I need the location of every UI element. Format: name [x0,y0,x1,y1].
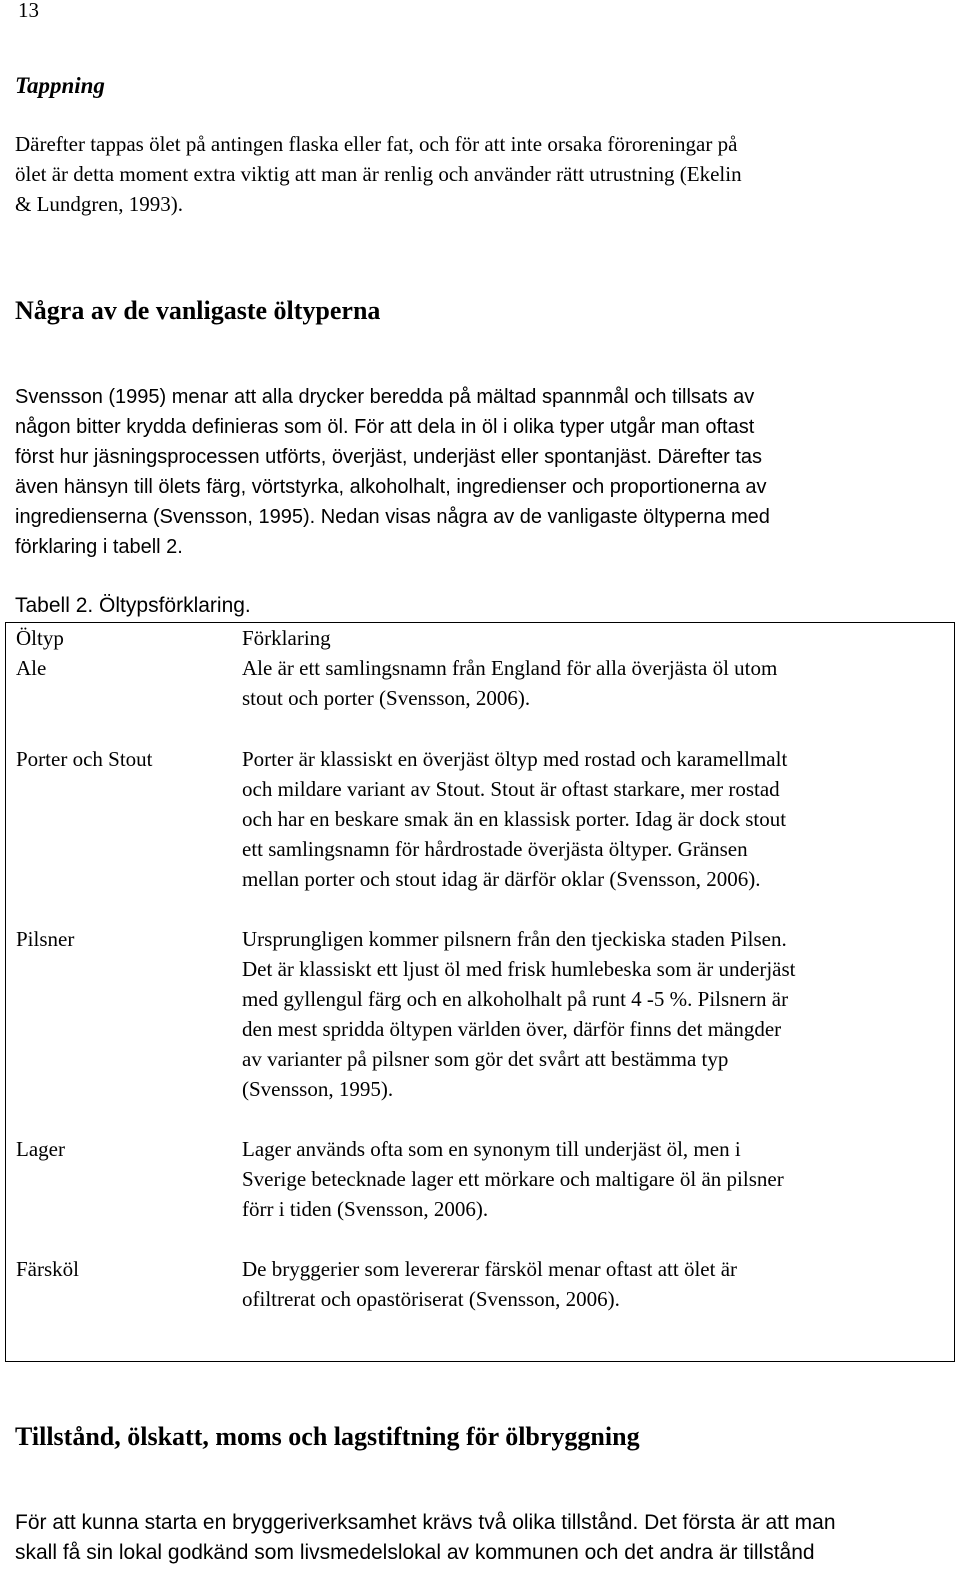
text-line: även hänsyn till ölets färg, vörtstyrka, alkoholhalt, ingredienser och proportionerna av [15,476,767,498]
cell-beer-type: Lager [16,1137,65,1161]
text-line: stout och porter (Svensson, 2006). [242,686,531,710]
table-header-type: Öltyp [16,626,64,650]
text-line: Ursprungligen kommer pilsnern från den tjeckiska staden Pilsen. [242,927,787,951]
text-line: förklaring i tabell 2. [15,536,183,558]
text-line: Sverige betecknade lager ett mörkare och maltigare öl än pilsner [242,1167,784,1191]
paragraph-tappning [15,129,742,219]
text-line: Därefter tappas ölet på antingen flaska eller fat, och för att inte orsaka föroreningar på [15,132,738,156]
cell-description [242,653,777,713]
text-line: (Svensson, 1995). [242,1077,394,1101]
text-line: och har en beskare smak än en klassisk porter. Idag är dock stout [242,807,787,831]
text-line: Svensson (1995) menar att alla drycker beredda på mältad spannmål och tillsats av [15,386,755,408]
text-line: mellan porter och stout idag är därför oklar (Svensson, 2006). [242,867,761,891]
cell-description [242,924,795,1104]
cell-beer-type: Färsköl [16,1257,79,1281]
text-line: först hur jäsningsprocessen utförts, överjäst, underjäst eller spontanjäst. Därefter tas [15,446,763,468]
cell-description [242,1134,784,1224]
table-caption: Tabell 2. Öltypsförklaring. [15,594,251,617]
paragraph-tillstand [15,1508,836,1568]
text-line: & Lundgren, 1993). [15,192,183,216]
text-line: ingredienserna (Svensson, 1995). Nedan visas några av de vanligaste öltyperna med [15,506,770,528]
text-line: och mildare variant av Stout. Stout är oftast starkare, mer rostad [242,777,780,801]
text-line: För att kunna starta en bryggeriverksamhet krävs två olika tillstånd. Det första är att man [15,1511,836,1534]
text-line: någon bitter krydda definieras som öl. För att dela in öl i olika typer utgår man oftast [15,416,755,438]
text-line: De bryggerier som levererar färsköl menar oftast att ölet är [242,1257,738,1281]
text-line: ett samlingsnamn för hårdrostade överjästa öltyper. Gränsen [242,837,748,861]
table-header-desc: Förklaring [242,626,331,650]
heading-tappning: Tappning [15,73,105,98]
page-number: 13 [18,0,39,22]
beer-type-table [5,622,955,1362]
heading-tillstand: Tillstånd, ölskatt, moms och lagstiftning för ölbryggning [15,1422,640,1451]
text-line: med gyllengul färg och en alkoholhalt på runt 4 -5 %. Pilsnern är [242,987,789,1011]
text-line: Det är klassiskt ett ljust öl med frisk humlebeska som är underjäst [242,957,796,981]
cell-beer-type: Pilsner [16,927,75,951]
text-line: av varianter på pilsner som gör det svårt att bestämma typ [242,1047,729,1071]
cell-beer-type: Ale [16,656,47,680]
cell-beer-type: Porter och Stout [16,747,153,771]
text-line: Ale är ett samlingsnamn från England för alla överjästa öl utom [242,656,778,680]
cell-description [242,744,787,894]
heading-oltyper: Några av de vanligaste öltyperna [15,296,381,325]
paragraph-oltyper [15,382,770,562]
text-line: ofiltrerat och opastöriserat (Svensson, 2006). [242,1287,620,1311]
cell-description [242,1254,737,1314]
text-line: Lager används ofta som en synonym till underjäst öl, men i [242,1137,741,1161]
text-line: förr i tiden (Svensson, 2006). [242,1197,489,1221]
text-line: Porter är klassiskt en överjäst öltyp med rostad och karamellmalt [242,747,788,771]
text-line: den mest spridda öltypen världen över, därför finns det mängder [242,1017,782,1041]
text-line: ölet är detta moment extra viktig att man är renlig och använder rätt utrustning (Ekelin [15,162,742,186]
text-line: skall få sin lokal godkänd som livsmedelslokal av kommunen och det andra är tillstånd [15,1541,815,1564]
